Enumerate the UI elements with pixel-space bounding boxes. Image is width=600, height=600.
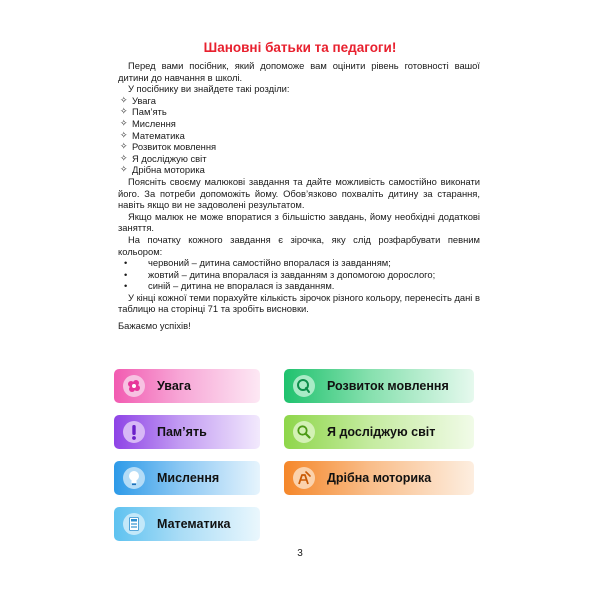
- section-tile-attention[interactable]: [114, 369, 260, 403]
- extra-lessons-paragraph: Якщо малюк не може впоратися з більшістю завдань, йому необхідні додаткові заняття.: [118, 210, 480, 234]
- speech-icon: [293, 375, 315, 397]
- instructions-paragraph: Поясніть своєму малюкові завдання та дайте можливість самостійно виконати його. За потреби допоможіть йому. Обов’язково похваліть дитину за старання, навіть якщо ви не задоволені результатом.: [118, 175, 480, 211]
- section-tile-math[interactable]: [114, 507, 260, 541]
- tile-label: Розвиток мовлення: [327, 379, 449, 393]
- bullet-icon: •: [124, 257, 128, 269]
- exclamation-icon: [123, 421, 145, 443]
- bullet-icon: •: [124, 280, 128, 292]
- star-paragraph: На початку кожного завдання є зірочка, яку слід розфарбувати певним кольором:: [118, 233, 480, 257]
- list-item: ✧ Пам’ять: [120, 106, 167, 118]
- sections-lead: У посібнику ви знайдете такі розділи:: [128, 83, 290, 95]
- sparkle-icon: ✧: [120, 129, 128, 140]
- sparkle-icon: ✧: [120, 141, 128, 152]
- sparkle-icon: ✧: [120, 106, 128, 117]
- tile-label: Математика: [157, 517, 231, 531]
- sparkle-icon: ✧: [120, 94, 128, 105]
- tile-label: Дрібна моторика: [327, 471, 432, 485]
- list-item: ✧ Мислення: [120, 117, 176, 129]
- list-item: ✧ Математика: [120, 129, 185, 141]
- sections-list: [118, 95, 480, 176]
- tile-label: Увага: [157, 379, 191, 393]
- list-item: • синій – дитина не впоралася із завданням.: [124, 280, 335, 292]
- sparkle-icon: ✧: [120, 164, 128, 175]
- flower-icon: [123, 375, 145, 397]
- closing-text: Бажаємо успіхів!: [118, 320, 191, 332]
- list-item: • червоний – дитина самостійно впоралася із завданням;: [124, 257, 391, 269]
- sparkle-icon: ✧: [120, 152, 128, 163]
- section-tile-world[interactable]: [284, 415, 474, 449]
- list-item: ✧ Я досліджую світ: [120, 152, 207, 164]
- section-tile-memory[interactable]: [114, 415, 260, 449]
- section-tile-speech[interactable]: [284, 369, 474, 403]
- sparkle-icon: ✧: [120, 117, 128, 128]
- page-title: Шановні батьки та педагоги!: [203, 40, 397, 55]
- list-item: • жовтий – дитина впоралася із завданням з допомогою дорослого;: [124, 268, 436, 280]
- tile-label: Мислення: [157, 471, 220, 485]
- final-paragraph: У кінці кожної теми порахуйте кількість зірочок різного кольору, перенесіть дані в таблицю на сторінці 71 та зробіть висновки.: [118, 291, 480, 315]
- color-rules-list: [118, 257, 480, 292]
- calculator-icon: [123, 513, 145, 535]
- list-item: ✧ Увага: [120, 94, 156, 106]
- intro-paragraph: Перед вами посібник, який допоможе вам оцінити рівень готовності вашої дитини до навчання в школі.: [118, 60, 480, 83]
- tile-label: Я досліджую світ: [327, 425, 436, 439]
- list-item: ✧ Дрібна моторика: [120, 164, 205, 176]
- page-number: 3: [297, 548, 303, 559]
- pencil-icon: [293, 467, 315, 489]
- section-tile-fine-motor[interactable]: [284, 461, 474, 495]
- bullet-icon: •: [124, 268, 128, 280]
- intro-text: [118, 60, 480, 332]
- section-tile-thinking[interactable]: [114, 461, 260, 495]
- lightbulb-icon: [123, 467, 145, 489]
- tile-label: Пам’ять: [157, 425, 207, 439]
- magnifier-icon: [293, 421, 315, 443]
- list-item: ✧ Розвиток мовлення: [120, 141, 217, 153]
